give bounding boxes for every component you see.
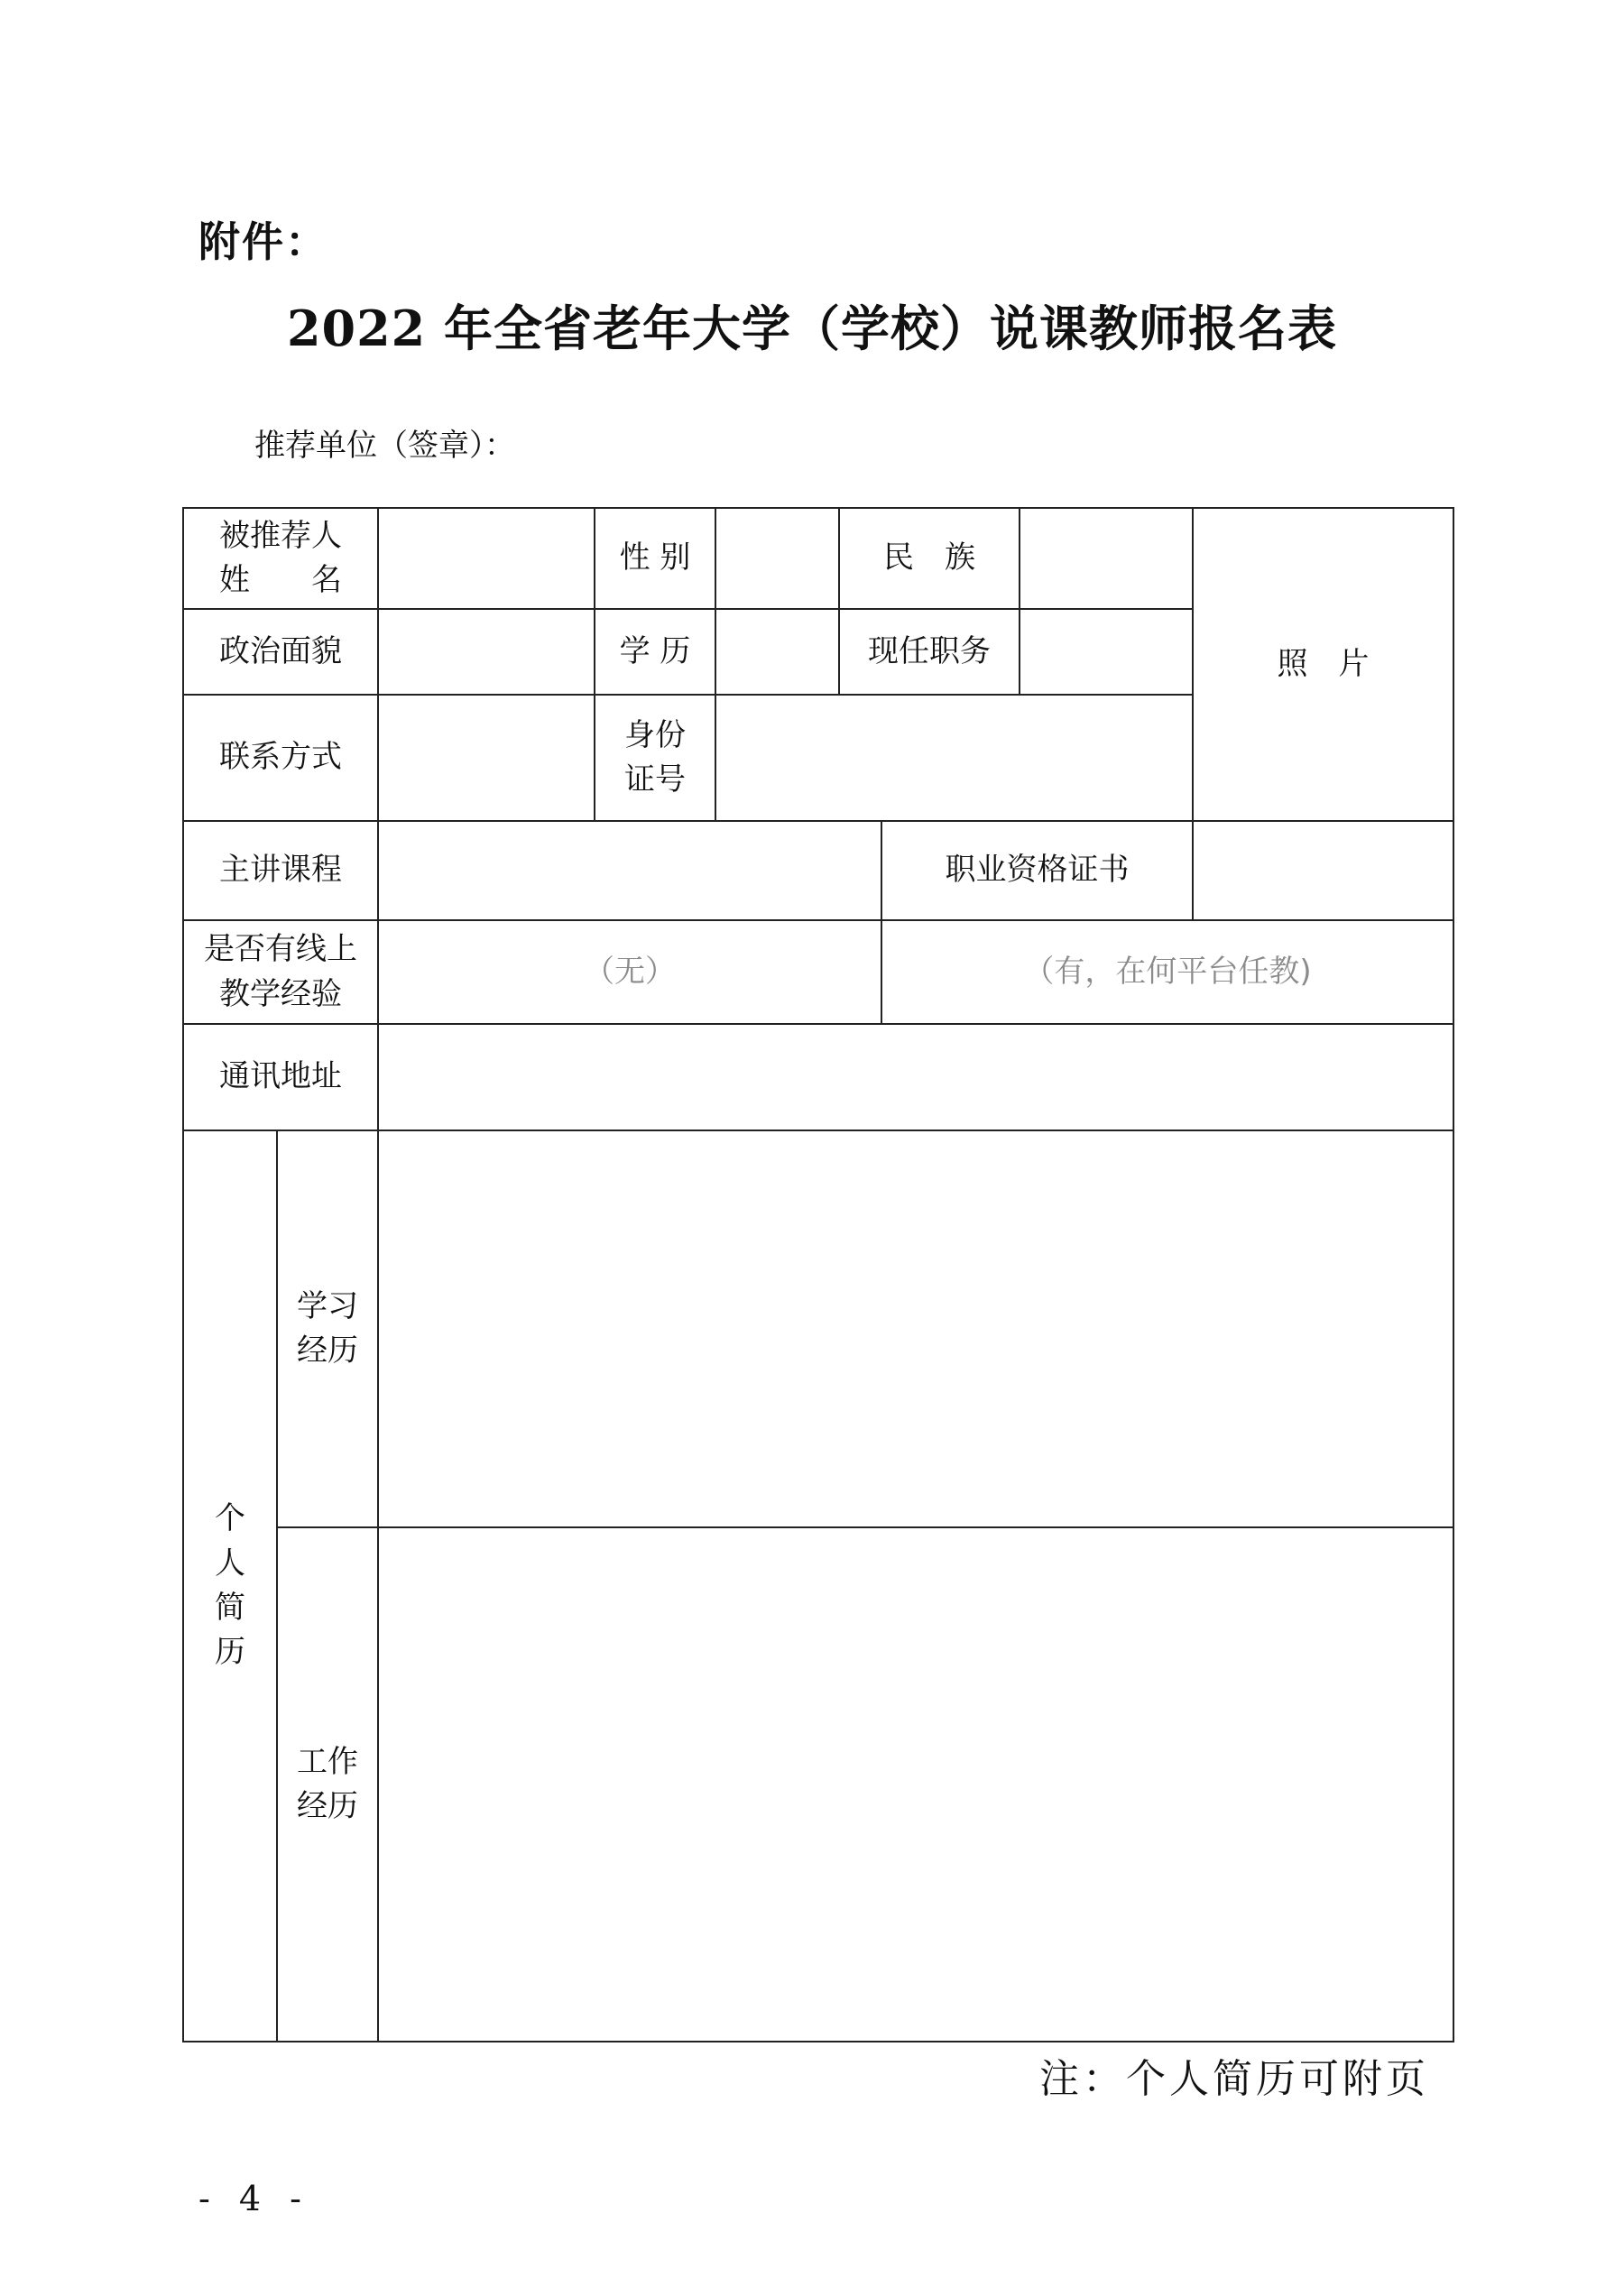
political-status-field[interactable] [378, 609, 595, 695]
main-course-field[interactable] [378, 821, 881, 920]
nominee-name-field[interactable] [378, 508, 595, 609]
online-no-option[interactable]: （无） [378, 920, 881, 1024]
current-position-label: 现任职务 [839, 609, 1020, 695]
gender-label: 性 别 [595, 508, 715, 609]
document-title: 2022 年全省老年大学（学校）说课教师报名表 [286, 300, 1338, 357]
current-position-field[interactable] [1020, 609, 1193, 695]
contact-label: 联系方式 [183, 695, 378, 821]
online-experience-label: 是否有线上 教学经验 [183, 920, 378, 1024]
gender-field[interactable] [715, 508, 839, 609]
study-history-field[interactable] [378, 1130, 1453, 1527]
work-history-label: 工作 经历 [277, 1527, 378, 2042]
resume-label: 个 人 简 历 [183, 1130, 277, 2042]
registration-form-table [182, 507, 1454, 2042]
recommender-unit-label: 推荐单位（签章）： [254, 428, 515, 464]
address-label: 通讯地址 [183, 1024, 378, 1130]
education-label: 学 历 [595, 609, 715, 695]
footnote: 注：个人简历可附页 [1039, 2056, 1429, 2102]
work-history-field[interactable] [378, 1527, 1453, 2042]
attachment-label: 附件： [198, 217, 328, 266]
photo-cell[interactable]: 照 片 [1193, 508, 1453, 821]
ethnicity-label: 民 族 [839, 508, 1020, 609]
study-history-label: 学习 经历 [277, 1130, 378, 1527]
political-status-label: 政治面貌 [183, 609, 378, 695]
page-number: - 4 - [198, 2179, 311, 2218]
education-field[interactable] [715, 609, 839, 695]
id-number-field[interactable] [715, 695, 1193, 821]
nominee-name-label: 被推荐人 姓 名 [183, 508, 378, 609]
address-field[interactable] [378, 1024, 1453, 1130]
ethnicity-field[interactable] [1020, 508, 1193, 609]
qualification-field[interactable] [1193, 821, 1453, 920]
contact-field[interactable] [378, 695, 595, 821]
online-yes-option[interactable]: （有，在何平台任教) [881, 920, 1453, 1024]
main-course-label: 主讲课程 [183, 821, 378, 920]
qualification-label: 职业资格证书 [881, 821, 1193, 920]
id-number-label: 身份 证号 [595, 695, 715, 821]
